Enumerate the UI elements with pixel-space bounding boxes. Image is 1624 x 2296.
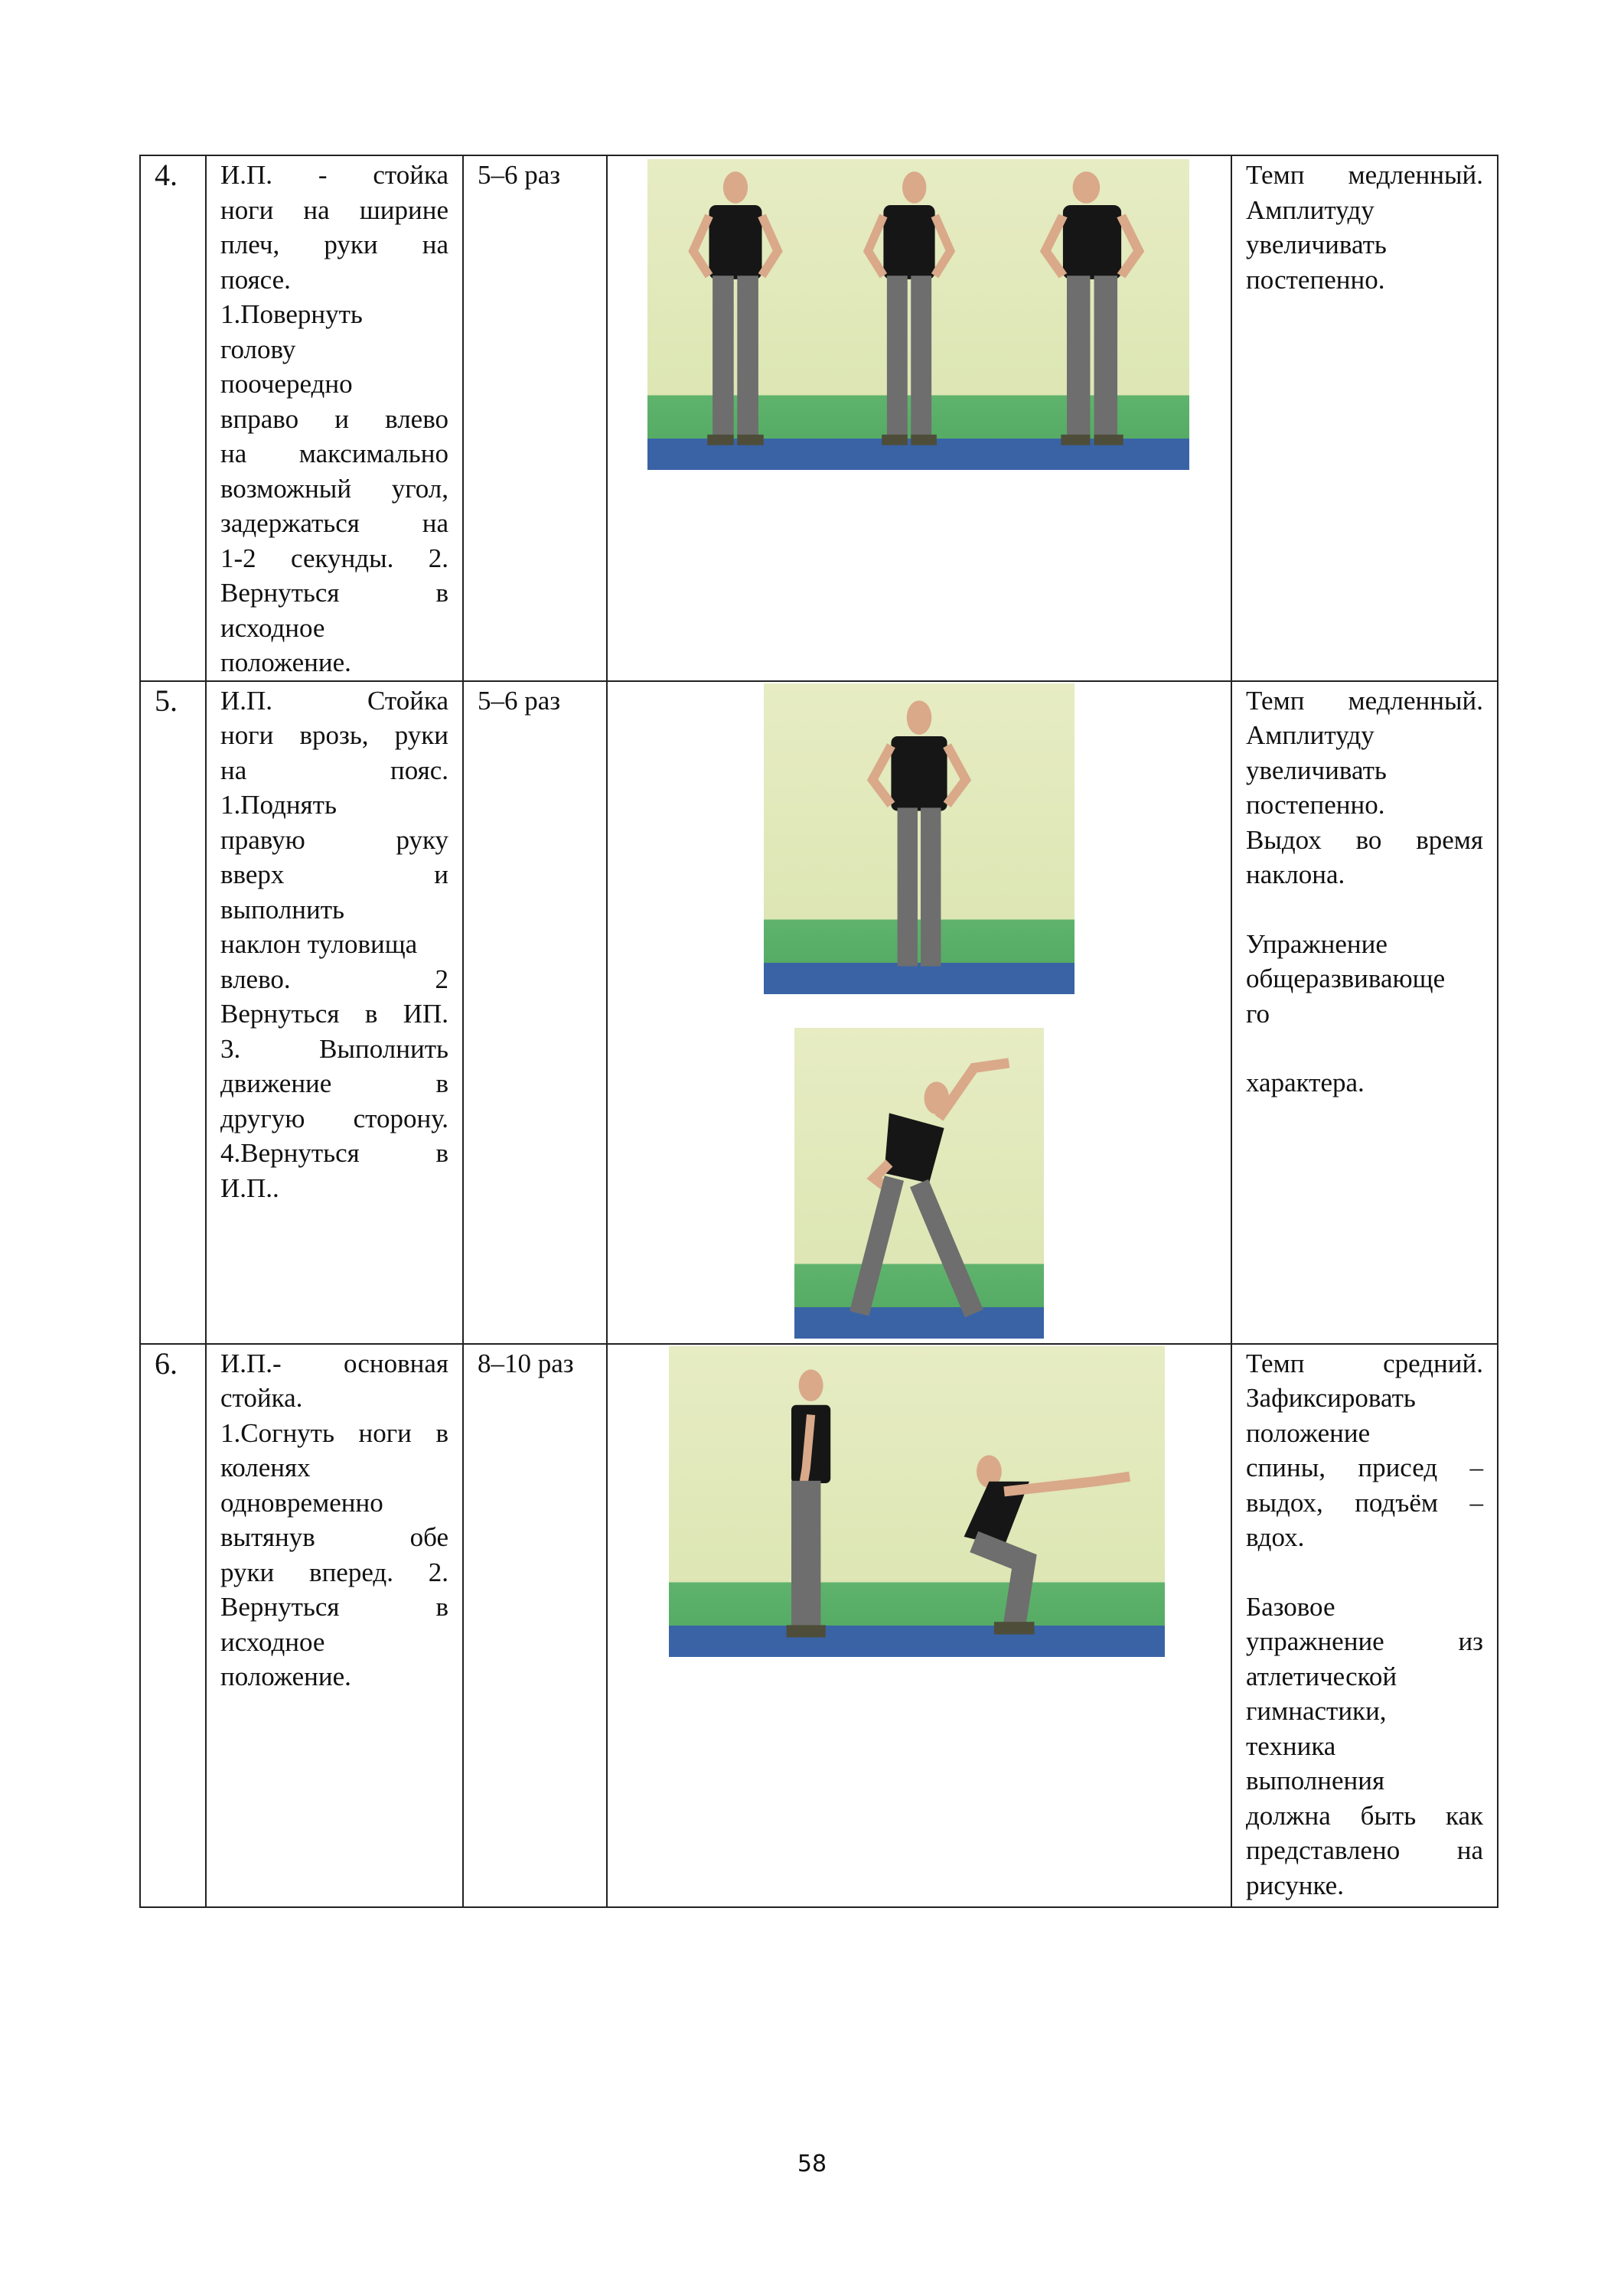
table-row	[140, 155, 1498, 681]
description-line: ноги на ширине	[220, 194, 448, 225]
note-line: увеличивать	[1246, 230, 1387, 259]
note-cell	[1231, 1344, 1498, 1907]
exercise-note	[1232, 682, 1497, 1101]
description-line: исходное	[220, 612, 325, 643]
note-line: наклона.	[1246, 859, 1345, 889]
description-line: задержаться на	[220, 508, 448, 538]
illustration-cell	[607, 1344, 1231, 1907]
reps-cell	[463, 155, 607, 681]
description-line: влево. 2	[220, 964, 448, 994]
description-cell	[206, 155, 463, 681]
description-line: возможный угол,	[220, 473, 448, 504]
description-line: Вернуться в ИП.	[220, 999, 448, 1029]
description-line: И.П. Стойка	[220, 685, 448, 716]
exercise-note	[1232, 156, 1497, 297]
exercise-table	[139, 155, 1498, 1908]
description-line: на максимально	[220, 439, 448, 468]
exercise-note	[1232, 1345, 1497, 1903]
description-cell	[206, 1344, 463, 1907]
note-line: постепенно.	[1246, 790, 1385, 820]
exercise-photo-head-forward	[647, 159, 823, 470]
description-line: И.П. - стойка	[220, 160, 448, 190]
note-line: го	[1246, 998, 1270, 1029]
exercise-photo-head-right	[823, 159, 995, 470]
note-line: Выдох во время	[1246, 824, 1483, 855]
note-line: положение	[1246, 1417, 1371, 1448]
description-line: положение.	[220, 1662, 351, 1691]
note-cell	[1231, 681, 1498, 1344]
note-line: гимнастики,	[1246, 1696, 1387, 1726]
description-line: выполнить	[220, 894, 344, 925]
exercise-photo-head-left	[995, 159, 1189, 470]
description-line: 1.Согнуть ноги в	[220, 1417, 448, 1448]
note-line: общеразвивающе	[1246, 964, 1446, 993]
row-number-cell	[140, 681, 206, 1344]
exercise-photo-squat	[914, 1346, 1165, 1657]
note-line: вдох.	[1246, 1522, 1305, 1552]
note-line: увеличивать	[1246, 755, 1387, 785]
description-line: вытянув обе	[220, 1522, 448, 1552]
description-line: одновременно	[220, 1487, 383, 1518]
note-line: Амплитуду	[1246, 720, 1375, 750]
note-line: должна быть как	[1246, 1800, 1483, 1831]
note-line: представлено на	[1246, 1835, 1483, 1865]
exercise-description	[207, 1345, 462, 1694]
note-blank-line	[1246, 892, 1483, 927]
exercise-photo-start-position	[764, 683, 1075, 994]
note-line: выполнения	[1246, 1766, 1385, 1795]
note-line: атлетической	[1246, 1661, 1397, 1691]
note-line: постепенно.	[1246, 264, 1385, 295]
description-line: 1.Повернуть	[220, 299, 363, 329]
reps-value: 5–6 раз	[478, 685, 561, 716]
note-line: Упражнение	[1246, 928, 1388, 959]
note-line: рисунке.	[1246, 1870, 1344, 1900]
note-blank-line	[1246, 1031, 1483, 1065]
description-line: 4.Вернуться в	[220, 1138, 448, 1168]
description-line: Вернуться в	[220, 578, 448, 608]
page-number: 58	[797, 2151, 827, 2177]
description-line: коленях	[220, 1453, 311, 1482]
description-line: 3. Выполнить	[220, 1033, 448, 1064]
description-line: поочередно	[220, 369, 353, 399]
description-cell	[206, 681, 463, 1344]
note-line: Базовое	[1246, 1591, 1335, 1622]
table-row	[140, 681, 1498, 1344]
description-line: плеч, руки на	[220, 230, 448, 259]
description-line: правую руку	[220, 824, 448, 855]
note-line: характера.	[1246, 1068, 1365, 1097]
description-line: И.П..	[220, 1172, 279, 1203]
note-blank-line	[1246, 1555, 1483, 1590]
reps-cell	[463, 1344, 607, 1907]
description-line: стойка.	[220, 1383, 303, 1413]
illustration-cell	[607, 681, 1231, 1344]
description-line: И.П.- основная	[220, 1348, 448, 1378]
description-line: исходное	[220, 1626, 325, 1657]
note-line: выдох, подъём –	[1246, 1487, 1483, 1518]
note-line: упражнение из	[1246, 1626, 1483, 1656]
description-line: 1.Поднять	[220, 790, 337, 820]
note-line: Темп медленный.	[1246, 160, 1483, 190]
note-cell	[1231, 155, 1498, 681]
exercise-photo-side-bend	[794, 1028, 1044, 1339]
description-line: наклон туловища	[220, 929, 418, 959]
description-line: руки вперед. 2.	[220, 1557, 448, 1587]
description-line: другую сторону.	[220, 1103, 448, 1133]
description-line: поясе.	[220, 264, 291, 295]
row-number: 5.	[155, 683, 178, 718]
illustration-cell	[607, 155, 1231, 681]
description-line: на пояс.	[220, 755, 448, 785]
description-line: ноги врозь, руки	[220, 720, 448, 750]
reps-cell	[463, 681, 607, 1344]
description-line: голову	[220, 334, 296, 364]
description-line: 1-2 секунды. 2.	[220, 543, 448, 573]
description-line: движение в	[220, 1068, 448, 1098]
table-row	[140, 1344, 1498, 1907]
note-line: Темп медленный.	[1246, 685, 1483, 716]
note-line: Амплитуду	[1246, 194, 1375, 225]
exercise-description	[207, 682, 462, 1206]
reps-value: 5–6 раз	[478, 160, 561, 190]
note-line: Зафиксировать	[1246, 1383, 1416, 1413]
exercise-photo-standing	[669, 1346, 914, 1657]
note-line: спины, присед –	[1246, 1453, 1483, 1482]
row-number-cell	[140, 1344, 206, 1907]
row-number-cell	[140, 155, 206, 681]
description-line: вправо и влево	[220, 403, 448, 434]
description-line: Вернуться в	[220, 1592, 448, 1622]
exercise-description	[207, 156, 462, 680]
description-line: вверх и	[220, 859, 448, 889]
description-line: положение.	[220, 647, 351, 677]
note-line: техника	[1246, 1730, 1336, 1761]
note-line: Темп средний.	[1246, 1348, 1483, 1378]
reps-value: 8–10 раз	[478, 1348, 574, 1378]
row-number: 6.	[155, 1345, 178, 1381]
row-number: 4.	[155, 158, 178, 192]
